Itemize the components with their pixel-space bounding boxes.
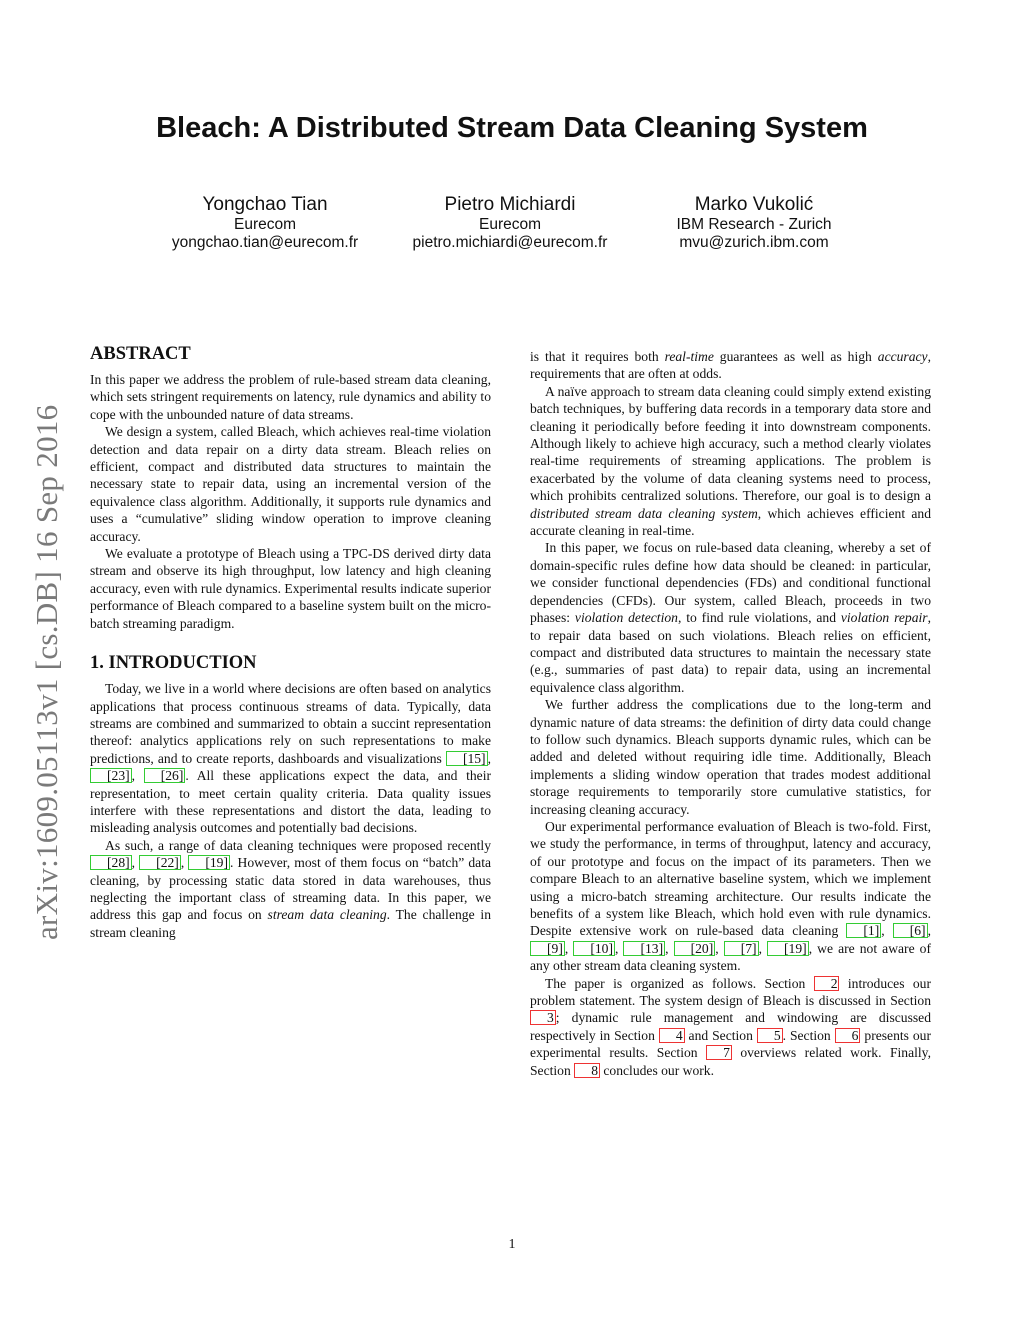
body-paragraph (530, 348, 931, 383)
emphasis-text: distributed stream data cleaning system (530, 505, 758, 521)
body-text: As such, a range of data cleaning techniques were proposed recently (105, 837, 491, 853)
author-name: Yongchao Tian (202, 194, 328, 215)
citation-link[interactable]: [19] (188, 855, 230, 870)
right-column (530, 348, 931, 1079)
citation-link[interactable]: [6] (893, 923, 928, 938)
emphasis-text: accuracy (877, 349, 928, 364)
abstract-paragraph: In this paper we address the problem of rule-based stream data cleaning, which sets stringent requirements on latency, rule dynamics and ability to cope with the unbounded nature of data streams. (90, 372, 491, 422)
body-paragraph: We further address the complications due to the long-term and dynamic nature of data streams: the definition of dirty data could change to follow such dynamics. Bleach supports dynamic rules, which can be added and deleted without requiring idle time. Additionally, Bleach implements a sliding window operation that trades modest additional storage requirements to temporarily store cumulative statistics, for increasing cleaning accuracy. (530, 697, 931, 817)
section-heading-introduction: 1. INTRODUCTION (90, 653, 257, 674)
body-text: The paper is organized as follows. Section (545, 975, 814, 991)
body-text: In this paper, we focus on rule-based data cleaning, whereby a set of domain-specific rules define how data should be cleaned: in particular, we consider functional dependencies (FDs) and conditional functional dependencies (CFDs). Our system, called Bleach, proceeds in two phases: (530, 540, 931, 626)
body-text: Our experimental performance evaluation of Bleach is two-fold. First, we study the performance, in terms of throughput, latency and accuracy, of our prototype and focus on the impact of its parameters. Then we compare Bleach to an alternative baseline system, which we implement using a micro-batch streaming architecture. Our results indicate the benefits of a system like Bleach, which hold even with rule dynamics. Despite extensive work on rule-based data cleaning (530, 818, 931, 939)
citation-link[interactable]: [28] (90, 855, 132, 870)
body-paragraph (530, 975, 931, 1079)
emphasis-text: stream data cleaning (267, 907, 387, 923)
citation-link[interactable]: [19] (767, 941, 809, 956)
section-link[interactable]: 3 (530, 1010, 556, 1025)
body-text: overviews related work. Finally, Section (530, 1045, 931, 1078)
body-text: presents our experimental results. Section (530, 1027, 931, 1061)
body-text: . Section (782, 1027, 835, 1043)
body-text: is that it requires both (530, 349, 665, 364)
body-text: , which achieves efficient and accurate cleaning in real-time. (530, 505, 932, 539)
body-text: . However, most of them focus on “batch” data cleaning, by processing static data stored in data warehouses, thus neglecting the important class of streaming data. In this paper, we address this gap and focus on (90, 855, 492, 923)
citation-link[interactable]: [23] (90, 768, 132, 783)
abstract-heading: ABSTRACT (90, 344, 191, 364)
abstract-paragraph: We evaluate a prototype of Bleach using a TPC-DS derived dirty data stream and observe its high throughput, low latency and high cleaning accuracy, even with rule dynamics. Experimental results indicate superior performance of Bleach compared to a baseline system built on the micro-batch streaming paradigm. (90, 546, 491, 631)
author-block (604, 194, 904, 252)
paper-title: Bleach: A Distributed Stream Data Cleaning System (156, 112, 868, 144)
body-text: . The challenge in stream cleaning (90, 907, 491, 940)
body-text: A naïve approach to stream data cleaning could simply extend existing batch techniques, by buffering data records in a temporary data store and cleaning it periodically before feeding it into downstream components. Although likely to achieve high accuracy, such a method clearly violates real-time requirements of streaming applications. The problem is exacerbated by the volume of data cleaning systems need to process, which prohibits centralized solutions. Therefore, our goal is to design a (530, 383, 931, 504)
left-column (90, 343, 491, 941)
body-text: . All these applications expect the data, and their representation, to meet certain quality criteria. Data quality issues interfere with these representations and distort the data, leading to misleading analysis outcomes and potentially bad decisions. (90, 768, 492, 836)
emphasis-text: violation detection (574, 610, 678, 626)
citation-link[interactable]: [22] (139, 855, 181, 870)
body-text: and Section (684, 1027, 757, 1043)
author-name: Marko Vukolić (694, 194, 814, 215)
abstract-paragraph: We design a system, called Bleach, which achieves real-time violation detection and data repair on a dirty data stream. Bleach relies on efficient, compact and distributed data structures to maintain the necessary state to repair data, using an incremental version of the equivalence class algorithm. Additionally, it supports rule dynamics and uses a “cumulative” sliding window operation to improve cleaning accuracy. (90, 424, 491, 544)
body-text: introduces our problem statement. The system design of Bleach is discussed in Section (530, 975, 931, 1009)
emphasis-text: violation repair (840, 610, 928, 626)
page-number: 1 (508, 1237, 516, 1252)
body-text: Today, we live in a world where decisions are often based on analytics applications that process continuous streams of data. Typically, data streams are combined and summarized to obtain a succint representation thereof: analytics applications rely on such representations to make predictions, and to create reports, dashboards and visualizations (90, 681, 491, 766)
body-text: , to repair data based on such violations. Bleach relies on efficient, compact and distributed data structures to maintain the necessary state (e.g., summaries of past data) to repair data, using an incremental equivalence class algorithm. (530, 610, 931, 695)
citation-link[interactable]: [15] (446, 751, 488, 766)
section-link[interactable]: 7 (706, 1045, 732, 1060)
body-paragraph: Our experimental performance evaluation of Bleach is two-fold. First, we study the performance, in terms of throughput, latency and accuracy, of our prototype and focus on the impact of its parameters. Then we compare Bleach to an alternative baseline system, which we implement using a micro-batch streaming architecture. Our results indicate the benefits of a system like Bleach, which hold even with rule dynamics. Despite extensive work on rule-based data cleaning [1] , [6] , [9] , [10] , [13] , [20] , [7] , [19] , we are not aware of any other stream data cleaning system. (530, 818, 932, 974)
section-link[interactable]: 6 (835, 1028, 861, 1043)
arxiv-stamp: arXiv:1609.05113v1 [cs.DB] 16 Sep 2016 (29, 404, 64, 940)
author-email: yongchao.tian@eurecom.fr (171, 234, 359, 251)
author-email: pietro.michiardi@eurecom.fr (412, 234, 608, 251)
author-email: mvu@zurich.ibm.com (679, 234, 829, 251)
body-text: ; dynamic rule management and windowing are discussed respectively in Section (530, 1010, 931, 1043)
author-affiliation: IBM Research - Zurich (676, 216, 832, 233)
author-name: Pietro Michiardi (444, 194, 576, 215)
citation-link[interactable]: [1] (846, 923, 881, 938)
body-paragraph (530, 539, 931, 696)
citation-link[interactable]: [20] (674, 941, 716, 956)
section-link[interactable]: 5 (757, 1028, 783, 1043)
body-text: , requirements that are often at odds. (530, 349, 931, 382)
body-text: guarantees as well as high (713, 349, 878, 364)
citation-link[interactable]: [7] (724, 941, 759, 956)
citation-link[interactable]: [26] (144, 768, 186, 783)
citation-link[interactable]: [13] (623, 941, 665, 956)
body-paragraph (530, 383, 931, 540)
citation-link[interactable]: [10] (573, 941, 615, 956)
body-paragraph: As such, a range of data cleaning techniques were proposed recently [28] , [22] , [19] . However, most of them focus on “batch” data cleaning, by processing static data stored in data warehouses, thus neglecting the important class of streaming data. In this paper, we address this gap and focus on stream data cleaning. The challenge in stream cleaning (90, 837, 492, 940)
body-text: concludes our work. (599, 1062, 714, 1078)
section-link[interactable]: 2 (814, 976, 840, 991)
section-link[interactable]: 4 (659, 1028, 685, 1043)
body-paragraph: Today, we live in a world where decisions are often based on analytics applications that process continuous streams of data. Typically, data streams are combined and summarized to obtain a succint representation thereof: analytics applications rely on such representations to make predictions, and to create reports, dashboards and visualizations [15] , [23] , [26] . All these applications expect the data, and their representation, to meet certain quality criteria. Data quality issues interfere with these representations and distort the data, leading to misleading analysis outcomes and potentially bad decisions. (90, 681, 492, 836)
author-affiliation: Eurecom (478, 216, 542, 233)
author-affiliation: Eurecom (233, 216, 297, 233)
body-text: , we are not aware of any other stream data cleaning system. (530, 940, 932, 974)
body-text: , to find rule violations, and (677, 610, 841, 626)
emphasis-text: real-time (664, 349, 714, 364)
citation-link[interactable]: [9] (530, 941, 565, 956)
section-link[interactable]: 8 (574, 1063, 600, 1078)
